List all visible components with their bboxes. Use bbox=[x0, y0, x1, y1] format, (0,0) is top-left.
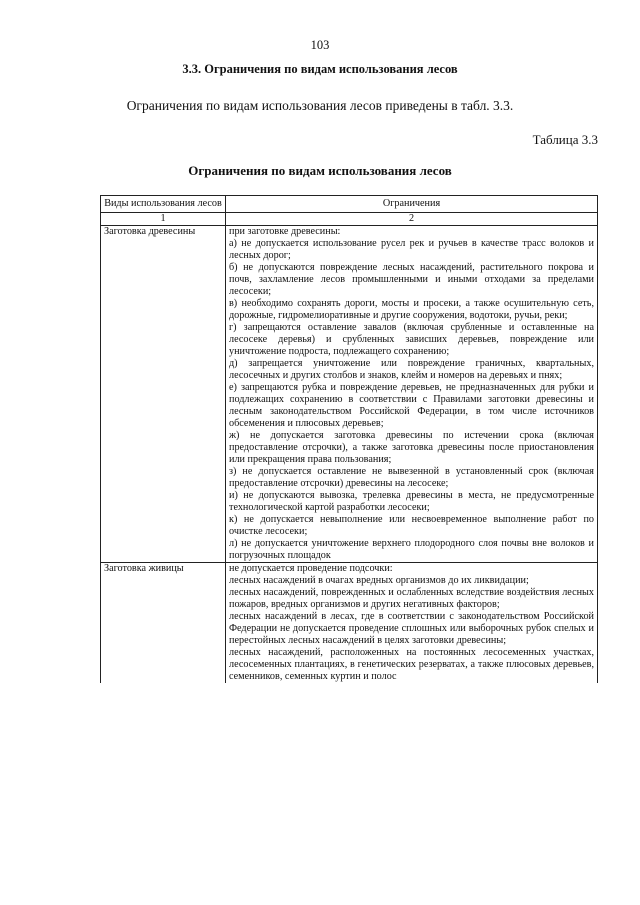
restriction-line: в) необходимо сохранять дороги, мосты и просеки, а также осушительную сеть, дорожные, гидромелиоративные и другие сооружения, водотоки, ручьи, реки; bbox=[229, 298, 594, 321]
table-header-row bbox=[101, 196, 598, 213]
restriction-line: а) не допускается использование русел рек и ручьев в качестве трасс волоков и лесных дорог; bbox=[229, 238, 594, 261]
row-restrictions bbox=[226, 563, 598, 684]
restriction-line: л) не допускается уничтожение верхнего плодородного слоя почвы вне волоков и погрузочных площадок bbox=[229, 538, 594, 561]
column-number-1: 1 bbox=[101, 213, 226, 226]
restriction-line: лесных насаждений в очагах вредных организмов до их ликвидации; bbox=[229, 575, 529, 586]
restriction-line: к) не допускается невыполнение или несвоевременное выполнение работ по очистке лесосеки; bbox=[229, 514, 594, 537]
restriction-line: при заготовке древесины: bbox=[229, 226, 341, 237]
restriction-line: б) не допускаются повреждение лесных насаждений, растительного покрова и почв, захламление лесов промышленными и иными отходами за пределами лесосеки; bbox=[229, 262, 594, 297]
table-label: Таблица 3.3 bbox=[532, 132, 598, 147]
restriction-line: лесных насаждений в лесах, где в соответствии с законодательством Российской Федерации не допускается проведение сплошных или выборочных рубок спелых и перестойных лесных насаждений в целях заготовки древесины; bbox=[229, 611, 594, 646]
row-category: Заготовка древесины bbox=[101, 226, 226, 563]
restriction-line: з) не допускается оставление не вывезенной в установленный срок (включая предоставление отсрочки) древесины на лесосеке; bbox=[229, 466, 594, 489]
restriction-line: ж) не допускается заготовка древесины по истечении срока (включая предоставление отсрочки), а также заготовка древесины после приостановления или прекращения права пользования; bbox=[229, 430, 594, 465]
header-cell-usage-type: Виды использования лесов bbox=[101, 196, 226, 213]
section-title: 3.3. Ограничения по видам использования лесов bbox=[182, 62, 458, 76]
restriction-line: лесных насаждений, расположенных на постоянных лесосеменных участках, лесосеменных плантациях, в генетических резерватах, а также плюсовых деревьев, семенников, семенных куртин и полос bbox=[229, 647, 594, 682]
restrictions-table bbox=[100, 195, 598, 683]
restriction-line: д) запрещается уничтожение или повреждение граничных, квартальных, лесосечных и других столбов и знаков, клейм и номеров на деревьях и пнях; bbox=[229, 358, 594, 381]
restriction-line: лесных насаждений, поврежденных и ослабленных вследствие воздействия лесных пожаров, вредных организмов и других негативных факторов; bbox=[229, 587, 594, 610]
restriction-line: и) не допускаются вывозка, трелевка древесины в места, не предусмотренные технологической картой разработки лесосеки; bbox=[229, 490, 594, 513]
table-row bbox=[101, 226, 598, 563]
restriction-line: не допускается проведение подсочки: bbox=[229, 563, 393, 574]
restriction-line: е) запрещаются рубка и повреждение деревьев, не предназначенных для рубки и подлежащих сохранению в соответствии с Правилами заготовки древесины и лесным законодательством Российской Федерации, в том числе источников обсеменения и плюсовых деревьев; bbox=[229, 382, 594, 429]
table-title: Ограничения по видам использования лесов bbox=[188, 163, 452, 178]
row-category: Заготовка живицы bbox=[101, 563, 226, 684]
table-row bbox=[101, 563, 598, 684]
page-number: 103 bbox=[310, 38, 330, 52]
restriction-line: г) запрещаются оставление завалов (включая срубленные и оставленные на лесосеке деревья) и срубленных зависших деревьев, повреждение или уничтожение подроста, подлежащего сохранению; bbox=[229, 322, 594, 357]
header-cell-restrictions: Ограничения bbox=[226, 196, 598, 213]
column-number-row bbox=[101, 213, 598, 226]
row-restrictions bbox=[226, 226, 598, 563]
column-number-2: 2 bbox=[226, 213, 598, 226]
intro-paragraph: Ограничения по видам использования лесов приведены в табл. 3.3. bbox=[126, 98, 514, 113]
